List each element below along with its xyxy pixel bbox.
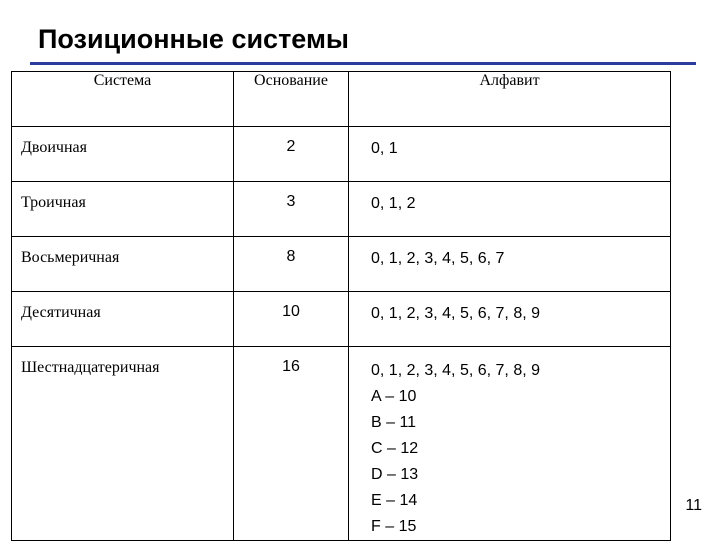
base-cell: 3 (234, 182, 349, 237)
alphabet-cell (349, 292, 671, 347)
base-cell: 10 (234, 292, 349, 347)
alphabet-cell (349, 182, 671, 237)
alphabet-cell (349, 237, 671, 292)
table-row (12, 292, 671, 347)
alphabet-line: C – 12 (371, 440, 419, 457)
base-cell: 2 (234, 127, 349, 182)
alphabet-line: A – 10 (371, 388, 417, 405)
column-header-system: Система (12, 72, 234, 127)
title-underline (30, 62, 696, 65)
base-cell: 8 (234, 237, 349, 292)
system-name-cell: Восьмеричная (12, 237, 234, 292)
table-row (12, 237, 671, 292)
table-row (12, 127, 671, 182)
alphabet-line: E – 14 (371, 492, 418, 509)
system-name-cell: Двоичная (12, 127, 234, 182)
table-row (12, 347, 671, 541)
alphabet-line: F – 15 (371, 518, 417, 535)
slide-title: Позиционные системы (38, 24, 349, 54)
alphabet-line: 0, 1, 2, 3, 4, 5, 6, 7 (371, 250, 505, 267)
alphabet-cell (349, 347, 671, 541)
base-cell: 16 (234, 347, 349, 541)
table-row (12, 182, 671, 237)
alphabet-line: 0, 1, 2 (371, 195, 416, 212)
alphabet-line: 0, 1, 2, 3, 4, 5, 6, 7, 8, 9 (371, 362, 540, 379)
alphabet-line: 0, 1, 2, 3, 4, 5, 6, 7, 8, 9 (371, 305, 540, 322)
column-header-base: Основание (234, 72, 349, 127)
alphabet-cell (349, 127, 671, 182)
table-header-row (12, 72, 671, 127)
alphabet-line: 0, 1 (371, 140, 398, 157)
page-number: 11 (685, 497, 702, 514)
number-systems-table (11, 71, 671, 541)
alphabet-line: B – 11 (371, 414, 417, 431)
system-name-cell: Шестнадцатеричная (12, 347, 234, 541)
system-name-cell: Троичная (12, 182, 234, 237)
alphabet-line: D – 13 (371, 466, 419, 483)
column-header-alphabet: Алфавит (349, 72, 671, 127)
system-name-cell: Десятичная (12, 292, 234, 347)
